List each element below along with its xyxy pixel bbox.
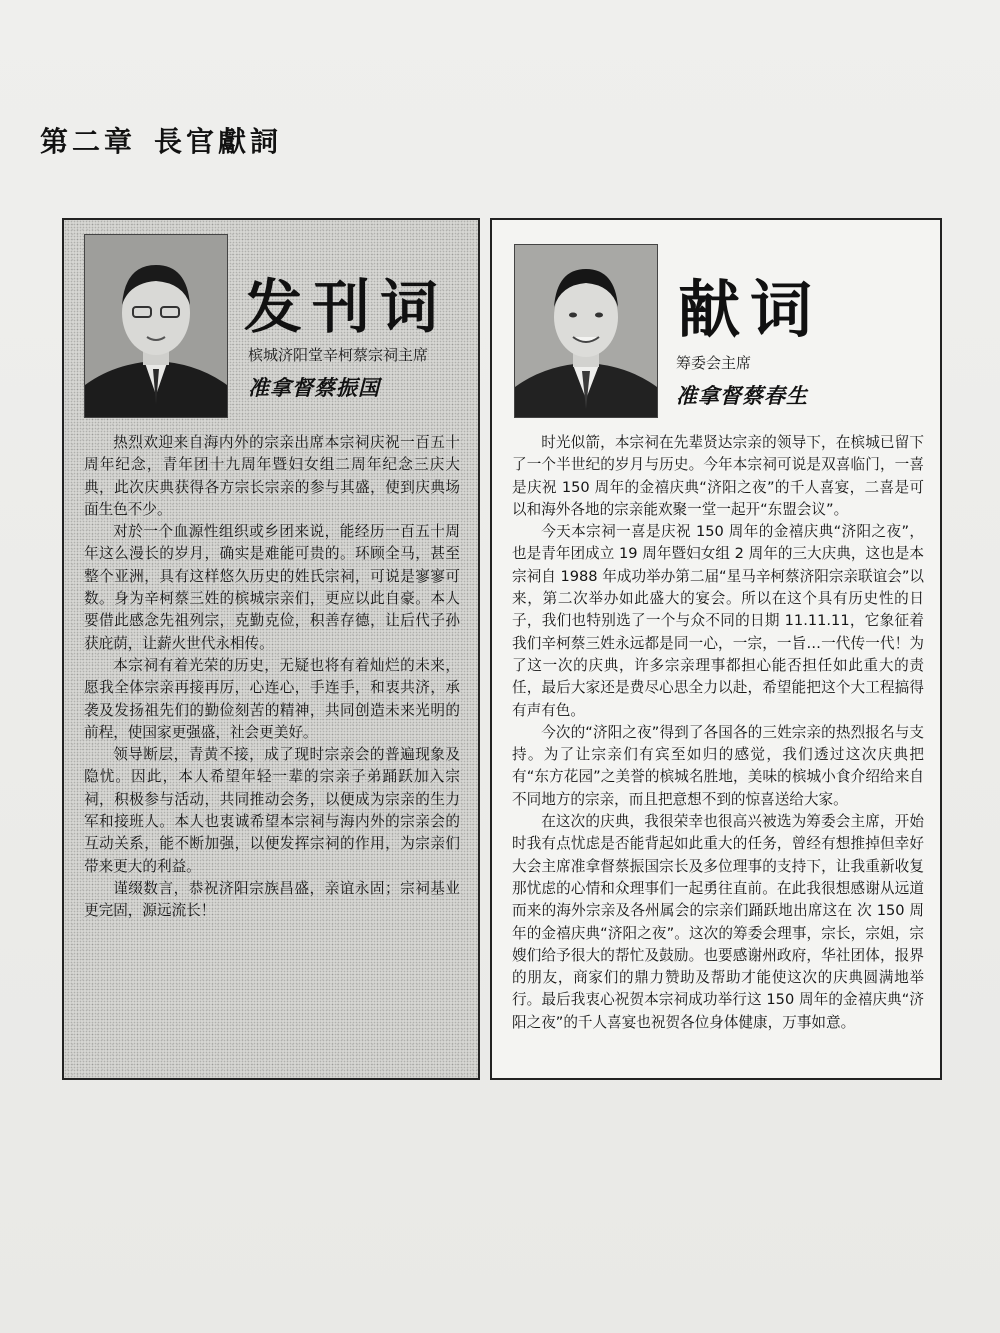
- foreword-author-name: 准拿督蔡振国: [248, 376, 380, 400]
- dedication-paragraph: 时光似箭，本宗祠在先辈贤达宗亲的领导下，在槟城已留下了一个半世纪的岁月与历史。今年本宗祠可说是双喜临门，一喜是庆祝 150 周年的金禧庆典“济阳之夜”的千人喜宴，二喜是可以和海外各地的宗亲能欢聚一堂一起开“东盟会议”。: [512, 434, 924, 518]
- foreword-author-role: 槟城济阳堂辛柯蔡宗祠主席: [248, 346, 429, 364]
- dedication-body: [512, 432, 924, 1034]
- foreword-heading: 发刊词: [244, 273, 449, 341]
- foreword-paragraph: 热烈欢迎来自海内外的宗亲出席本宗祠庆祝一百五十周年纪念，青年团十九周年暨妇女组二周年纪念三庆大典，此次庆典获得各方宗长宗亲的参与其盛，使到庆典场面生色不少。: [84, 434, 460, 518]
- dedication-panel: [490, 218, 942, 1080]
- chapter-number: 第二章: [40, 125, 137, 158]
- dedication-author-role: 筹委会主席: [676, 354, 752, 372]
- foreword-paragraph: 谨缀数言，恭祝济阳宗族昌盛，亲谊永固；宗祠基业更完固，源远流长！: [84, 879, 460, 920]
- foreword-panel: [62, 218, 480, 1080]
- author-portrait-photo: [514, 244, 658, 418]
- dedication-heading: 献词: [678, 273, 823, 346]
- dedication-paragraph: 在这次的庆典，我很荣幸也很高兴被选为筹委会主席，开始时我有点忧虑是否能背起如此重大的任务，曾经有想推掉但幸好大会主席准拿督蔡振国宗长及多位理事的支持下，让我重新收复那忧虑的心情和众理事们一起勇往直前。在此我很想感谢从远道而来的海外宗亲及各州属会的宗亲们踊跃地出席这在 次 150 周年的金禧庆典“济阳之夜”。这次的筹委会理事，宗长，宗姐，宗嫂们给予很大的帮忙及鼓励。也要感谢州政府，华社团体，报界的朋友，商家们的鼎力赞助及帮助才能使这次的庆典圆满地举行。最后我衷心祝贺本宗祠成功举行这 150 周年的金禧庆典“济阳之夜”的千人喜宴也祝贺各位身体健康，万事如意。: [512, 813, 924, 1031]
- foreword-body: [84, 432, 460, 923]
- foreword-paragraph: 本宗祠有着光荣的历史，无疑也将有着灿烂的未来，愿我全体宗亲再接再厉，心连心，手连手，和衷共济，承袭及发扬祖先们的勤俭刻苦的精神，共同创造未来光明的前程，使国家更强盛，社会更美好。: [84, 656, 460, 741]
- dedication-author-name: 准拿督蔡春生: [676, 384, 808, 408]
- author-portrait-photo: [84, 234, 228, 418]
- dedication-paragraph: 今次的“济阳之夜”得到了各国各的三姓宗亲的热烈报名与支持。为了让宗亲们有宾至如归的感觉，我们透过这次庆典把有“东方花园”之美誉的槟城名胜地，美味的槟城小食介绍给来自不同地方的宗亲，而且把意想不到的惊喜送给大家。: [512, 723, 924, 808]
- foreword-paragraph: 对於一个血源性组织或乡团来说，能经历一百五十周年这么漫长的岁月，确实是难能可贵的。环顾全马，甚至整个亚洲，具有这样悠久历史的姓氏宗祠，可说是寥寥可数。身为辛柯蔡三姓的槟城宗亲们，更应以此自豪。本人要借此感念先祖列宗，克勤克俭，积善存德，让后代子孙获庇荫，让薪火世代永相传。: [84, 523, 460, 652]
- foreword-paragraph: 领导断层，青黄不接，成了现时宗亲会的普遍现象及隐忧。因此，本人希望年轻一辈的宗亲子弟踊跃加入宗祠，积极参与活动，共同推动会务，以便成为宗亲的生力军和接班人。本人也衷诚希望本宗祠与海内外的宗亲会的互动关系，能不断加强，以便发挥宗祠的作用，为宗亲们带来更大的利益。: [84, 746, 460, 875]
- chapter-title: 長官獻詞: [154, 125, 283, 158]
- chapter-heading: [40, 120, 282, 160]
- dedication-paragraph: 今天本宗祠一喜是庆祝 150 周年的金禧庆典“济阳之夜”，也是青年团成立 19 周年暨妇女组 2 周年的三大庆典，这也是本宗祠自 1988 年成功举办第二届“星马辛柯蔡济阳宗亲联谊会”以来，第二次举办如此盛大的宴会。所以在这个具有历史性的日子，我们也特别选了一个与众不同的日期 11.11.11，它象征着我们辛柯蔡三姓永远都是同一心，一宗，一旨…一代传一代！为了这一次的庆典，许多宗亲理事都担心能否担任如此重大的责任，最后大家还是费尽心思全力以赴，希望能把这个大工程搞得有声有色。: [512, 523, 924, 719]
